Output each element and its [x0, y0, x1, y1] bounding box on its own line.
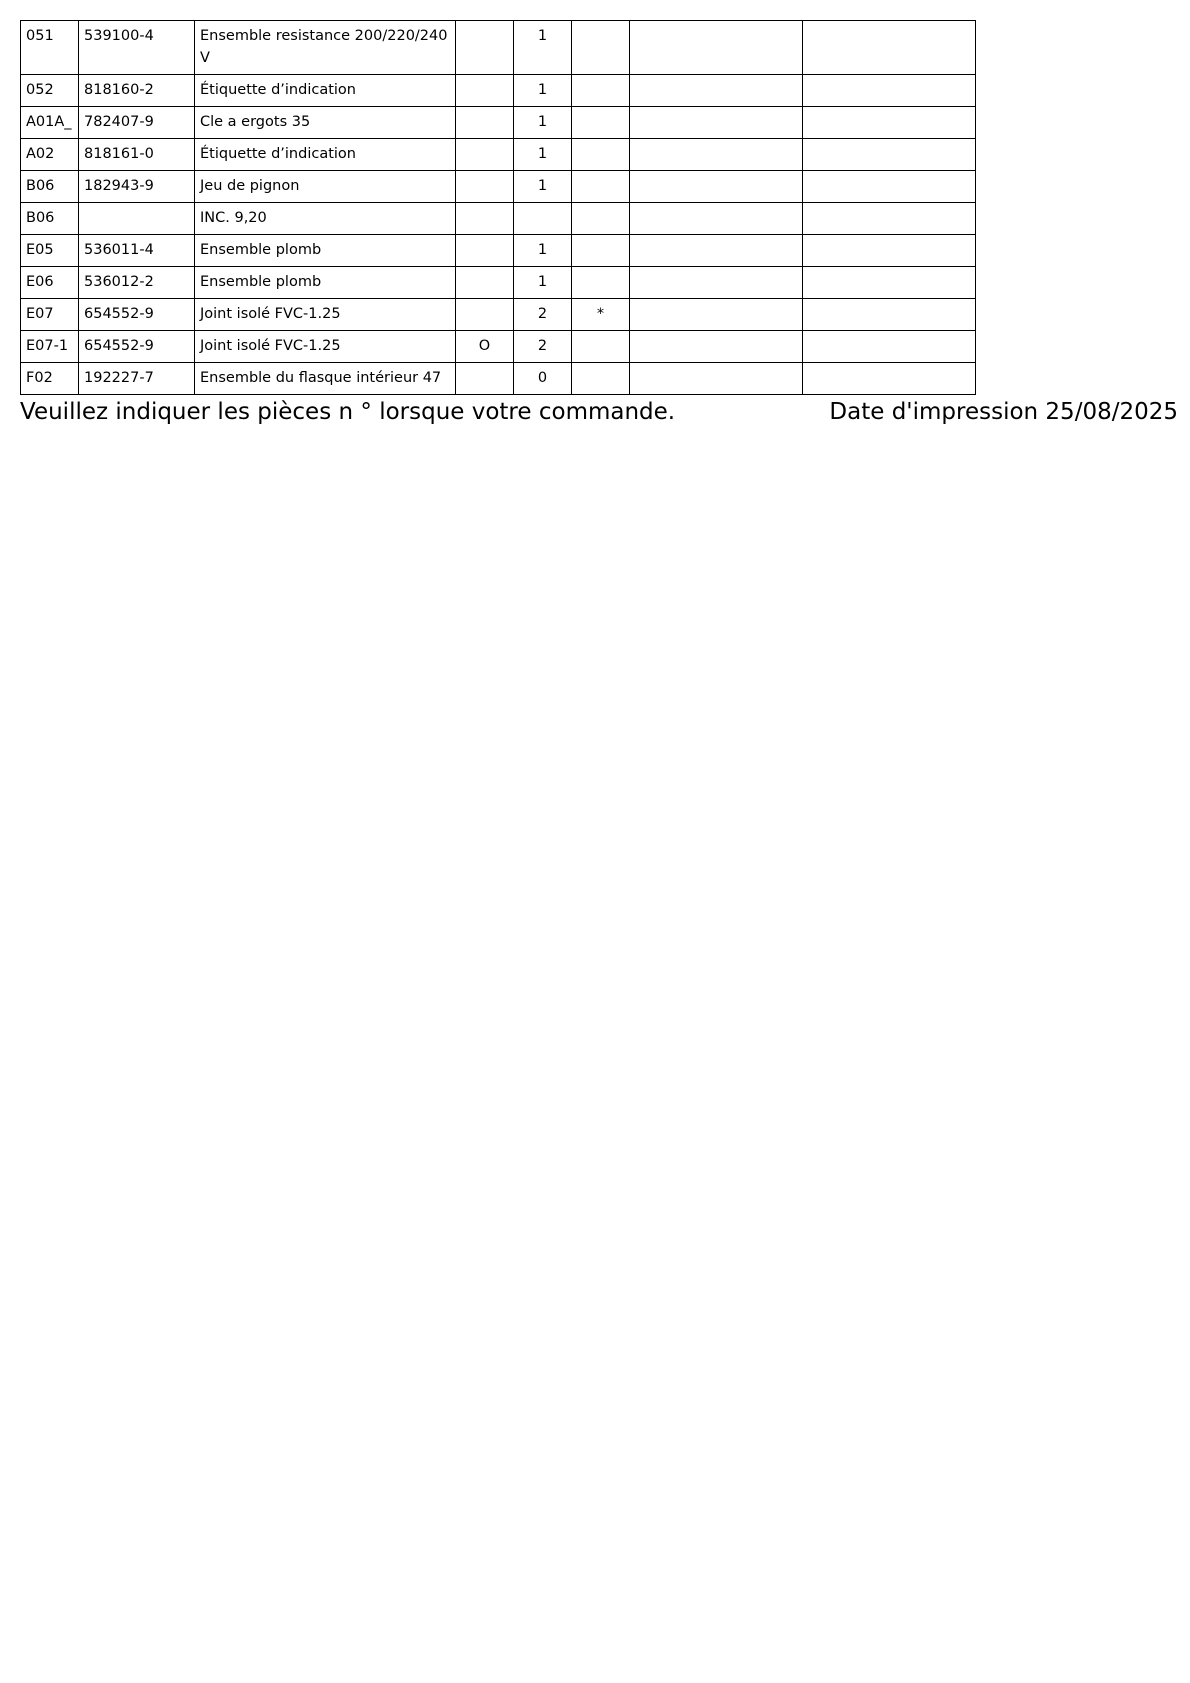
- cell-description: Jeu de pignon: [195, 171, 456, 203]
- cell-option: [456, 267, 514, 299]
- cell-quantity: 1: [514, 107, 572, 139]
- cell-note: [572, 139, 630, 171]
- cell-empty: [630, 171, 803, 203]
- cell-note: [572, 331, 630, 363]
- cell-note: [572, 107, 630, 139]
- cell-ref: E05: [21, 235, 79, 267]
- cell-part-number: [79, 203, 195, 235]
- cell-part-number: 654552-9: [79, 331, 195, 363]
- table-row: [21, 21, 976, 75]
- cell-note: [572, 21, 630, 75]
- print-date: Date d'impression 25/08/2025: [829, 399, 1178, 425]
- cell-ref: 052: [21, 75, 79, 107]
- cell-quantity: 0: [514, 363, 572, 395]
- cell-note: [572, 203, 630, 235]
- cell-empty: [803, 75, 976, 107]
- cell-ref: E06: [21, 267, 79, 299]
- table-row: [21, 107, 976, 139]
- parts-table-body: [21, 21, 976, 395]
- cell-description: INC. 9,20: [195, 203, 456, 235]
- cell-empty: [803, 363, 976, 395]
- cell-empty: [630, 107, 803, 139]
- cell-description: Ensemble plomb: [195, 267, 456, 299]
- cell-empty: [630, 75, 803, 107]
- parts-table: [20, 20, 976, 395]
- cell-option: [456, 107, 514, 139]
- cell-part-number: 818161-0: [79, 139, 195, 171]
- cell-empty: [630, 139, 803, 171]
- cell-option: [456, 235, 514, 267]
- cell-empty: [803, 299, 976, 331]
- order-instruction-note: Veuillez indiquer les pièces n ° lorsque votre commande.: [20, 399, 676, 425]
- cell-quantity: 1: [514, 21, 572, 75]
- cell-empty: [803, 331, 976, 363]
- cell-option: [456, 139, 514, 171]
- cell-option: [456, 75, 514, 107]
- cell-empty: [803, 139, 976, 171]
- cell-quantity: [514, 203, 572, 235]
- cell-description: Cle a ergots 35: [195, 107, 456, 139]
- cell-description: Étiquette d’indication: [195, 75, 456, 107]
- cell-quantity: 1: [514, 75, 572, 107]
- cell-empty: [803, 171, 976, 203]
- table-row: [21, 75, 976, 107]
- cell-description: Joint isolé FVC-1.25: [195, 331, 456, 363]
- cell-part-number: 818160-2: [79, 75, 195, 107]
- cell-part-number: 536012-2: [79, 267, 195, 299]
- cell-description: Ensemble plomb: [195, 235, 456, 267]
- cell-empty: [803, 107, 976, 139]
- cell-description: Ensemble resistance 200/220/240V: [195, 21, 456, 75]
- cell-note: [572, 363, 630, 395]
- table-row: [21, 203, 976, 235]
- cell-part-number: 536011-4: [79, 235, 195, 267]
- cell-ref: B06: [21, 171, 79, 203]
- table-row: [21, 267, 976, 299]
- cell-empty: [630, 299, 803, 331]
- cell-quantity: 1: [514, 171, 572, 203]
- cell-option: [456, 363, 514, 395]
- table-row: [21, 363, 976, 395]
- cell-empty: [630, 21, 803, 75]
- cell-empty: [630, 203, 803, 235]
- cell-ref: F02: [21, 363, 79, 395]
- cell-empty: [803, 21, 976, 75]
- cell-empty: [630, 267, 803, 299]
- cell-empty: [630, 363, 803, 395]
- table-row: [21, 235, 976, 267]
- cell-ref: B06: [21, 203, 79, 235]
- cell-description: Joint isolé FVC-1.25: [195, 299, 456, 331]
- cell-empty: [630, 331, 803, 363]
- cell-part-number: 539100-4: [79, 21, 195, 75]
- cell-option: [456, 21, 514, 75]
- cell-option: [456, 299, 514, 331]
- cell-note: [572, 235, 630, 267]
- cell-note: *: [572, 299, 630, 331]
- table-row: [21, 171, 976, 203]
- table-row: [21, 299, 976, 331]
- cell-empty: [803, 235, 976, 267]
- cell-option: [456, 203, 514, 235]
- cell-note: [572, 75, 630, 107]
- cell-empty: [803, 267, 976, 299]
- cell-quantity: 2: [514, 331, 572, 363]
- table-row: [21, 331, 976, 363]
- cell-empty: [630, 235, 803, 267]
- cell-ref: 051: [21, 21, 79, 75]
- cell-note: [572, 267, 630, 299]
- cell-quantity: 1: [514, 139, 572, 171]
- cell-option: [456, 171, 514, 203]
- cell-note: [572, 171, 630, 203]
- cell-option: O: [456, 331, 514, 363]
- cell-description: Étiquette d’indication: [195, 139, 456, 171]
- table-row: [21, 139, 976, 171]
- cell-ref: A02: [21, 139, 79, 171]
- cell-empty: [803, 203, 976, 235]
- cell-ref: A01A_: [21, 107, 79, 139]
- cell-ref: E07: [21, 299, 79, 331]
- cell-part-number: 192227-7: [79, 363, 195, 395]
- cell-ref: E07-1: [21, 331, 79, 363]
- cell-part-number: 782407-9: [79, 107, 195, 139]
- cell-quantity: 2: [514, 299, 572, 331]
- cell-description: Ensemble du flasque intérieur 47: [195, 363, 456, 395]
- cell-part-number: 182943-9: [79, 171, 195, 203]
- cell-quantity: 1: [514, 235, 572, 267]
- cell-quantity: 1: [514, 267, 572, 299]
- cell-part-number: 654552-9: [79, 299, 195, 331]
